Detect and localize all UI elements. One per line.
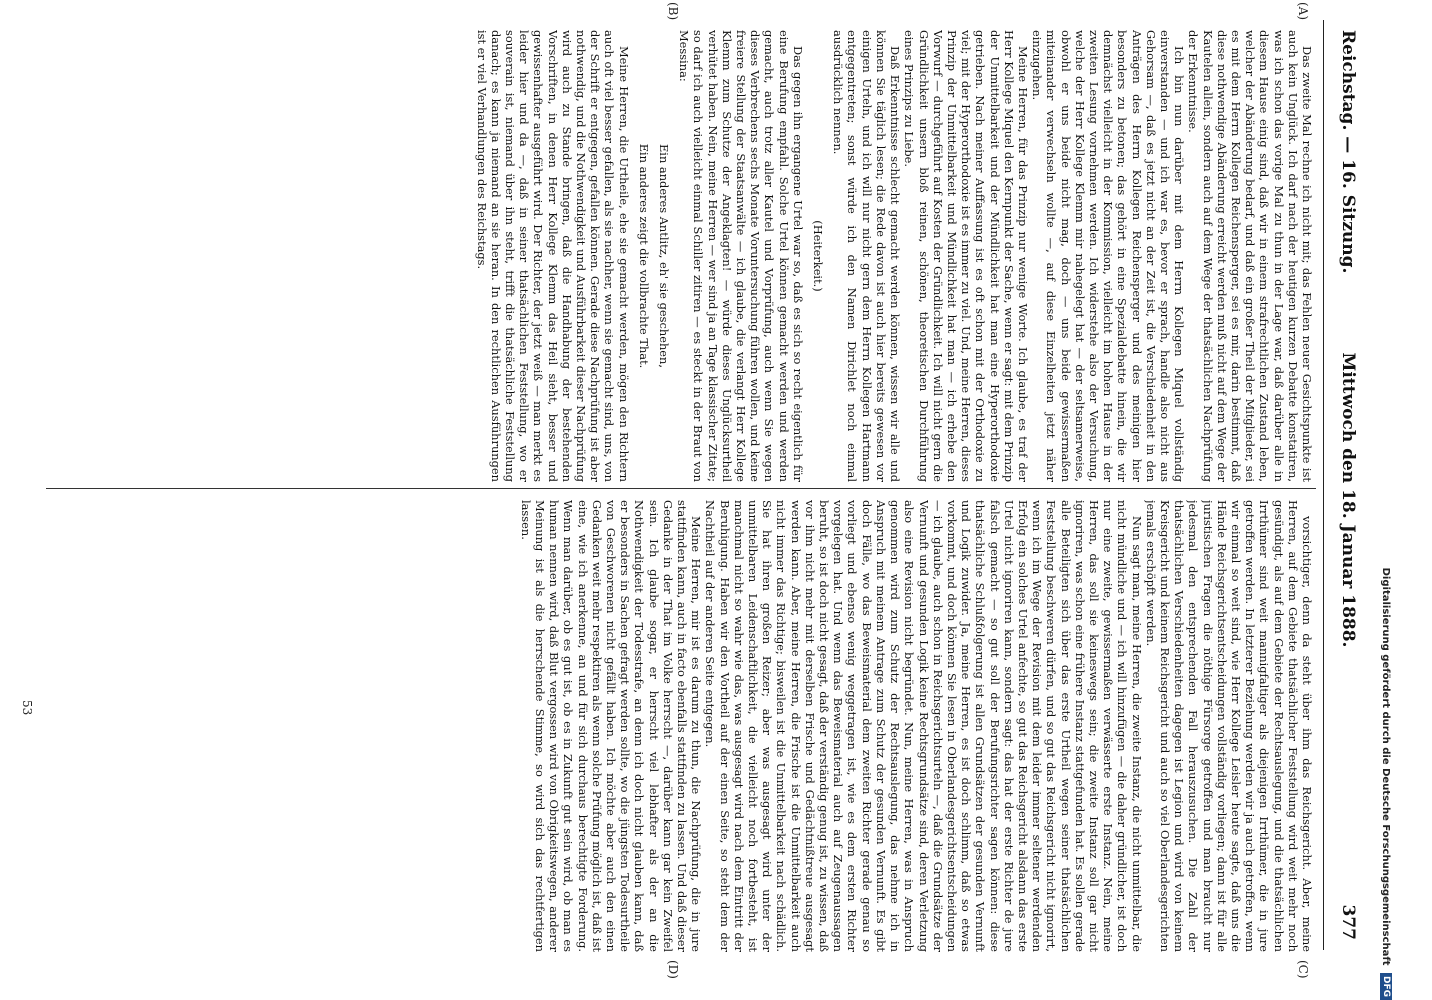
header-session: Reichstag. — 16. Sitzung. xyxy=(1338,30,1358,274)
margin-mark-c: (C) xyxy=(1296,960,1310,979)
paragraph: Meine Herren, die Urtheile, ehe sie gemacht werden, mögen den Richtern auch oft viel besser gefallen, als sie nachher, wenn sie gemacht sind, uns, von der Schrift er entgegen, gefallen können. Gerade diese Nachprüfung ist aber nothwendig, und die Nothwendigkeit und Ausführbarkeit dieser Nachprüfung wird auch zu Stande bringen, daß die Handhabung der bestehenden Vorschriften, in denen Herr Kollege Klemm das Heil sieht, besser und gewissenhafter ausgeführt wird. Der Richter, der jetzt weiß — man merkt es leider hier und da —, daß in seiner thatsächlichen Feststellung, wo er souverain ist, niemand über ihn steht, trifft die thatsächliche Feststellung danach; es kann ja niemand an sie heran. In den rechtlichen Ausführungen ist er viel Verhandlungen des Reichstags. xyxy=(474,30,631,482)
paragraph: Daß Erkenntnisse schlecht gemacht werden können, wissen wir alle und können Sie täglich lesen; die Rede davon ist auch hier bereits gewesen vor einigen Urteln, und ich will nur nicht gern dem Herrn Kollegen Hartmann entgegentreten; sonst würde ich den Namen Dirichlet noch einmal ausdrücklich nennen. xyxy=(831,30,903,482)
paragraph: vorsichtiger, denn da steht über ihm das Reichsgericht. Aber, meine Herren, auf dem Gebiete thatsächlicher Feststellung wird weit mehr noch gesündigt, als auf dem Gebiete der Rechtsauslegung, und die thatsächlichen Irrthümer sind weit mannigfaltiger als diejenigen Irrthümer, die in jure getroffen werden. In letzterer Beziehung werden wir ja auch getroffen, wenn wir einmal so weit sind, wie Herr Kollege Leisler heute sagte, daß uns die Hände Reichsgerichtsentscheidungen vollständig vorliegen; dann ist für alle juristischen Fragen die nöthige Fürsorge getroffen und man braucht nur jedesmal den entsprechenden Fall herauszusuchen. Die Zahl der thatsächlichen Verschiedenheiten dagegen ist Legion und wird von keinem Kreisgericht und keinem Reichsgericht und auch so viel Oberlandesgerichten jemals erschöpft werden. xyxy=(1143,500,1314,952)
left-column xyxy=(44,30,1314,482)
right-column xyxy=(44,500,1314,952)
paragraph: Meine Herren, mir ist es darum zu thun, die Nachprüfung, die in jure stattfinden kann, auch in facto ebenfalls stattfinden zu lassen. Und daß dieser Gedanke in der That im Volke herrscht —, darüber kann gar kein Zweifel sein. Ich glaube sogar, er herrscht viel lebhafter als der an die Nothwendigkeit der Todesstrafe, an denn ich doch nicht glauben kann, daß er besonders in Sachen gefragt werden sollte, wo die jüngsten Todesurtheile von Geschworenen nicht gefällt haben. Ich möchte aber auch den einen Gedanken weit mehr respektiren als wenn solche Prüfung möglich ist, daß ist eine, wie ich anerkenne, an und für sich durchaus berechtigte Forderung. Wenn man darüber, ob es gut ist, ob es in Zukunft gut sein wird, ob man es human nennen wird, daß Blut vergossen wird von Obrigkeitswegen, anderer Meinung ist als die herrschende Stimme, so wird sich das rechtfertigen lassen. xyxy=(518,500,704,952)
header-date: Mittwoch den 18. Januar 1888. xyxy=(1338,352,1358,648)
margin-mark-a: (A) xyxy=(1296,2,1310,21)
margin-mark-b: (B) xyxy=(666,2,680,21)
digitization-note-text: Digitalisierung gefördert durch die Deutsche Forschungsgemeinschaft xyxy=(1380,567,1391,966)
verse-line: Ein anderes zeigt die vollbrachte That. xyxy=(636,143,651,369)
dfg-logo: DFG xyxy=(1380,973,1392,1000)
paragraph: Meine Herren, für das Prinzip nur wenige Worte. Ich glaube, es traf der Herr Kollege Miquel den Kernpunkt der Sache, wenn er sagt: mit dem Prinzip der Unmittelbarkeit und der Mündlichkeit hat man eine Hyperorthodoxie getrieben. Nach meiner Auffassung ist es oft schon mit der Orthodoxie zu viel; mit der Hyperorthodoxie ist es immer zu viel. Und, meine Herren, dieses Prinzip der Unmittelbarkeit und Mündlichkeit hat man — ich erhebe den Vorwurf — durchgeführt auf Kosten der Gründlichkeit. Ich will nicht gern die Gründlichkeit unsern bloß reinen, schönen, theoretischen Durchführung eines Prinzips zu Liebe. xyxy=(902,30,1030,482)
paragraph: Das zweite Mal rechne ich nicht mit; das Fehlen neuer Gesichtspunkte ist auch kein Unglück. Ich darf nach der heutigen kurzen Debatte konstatiren, was ich schon das vorige Mal zu thun in der Lage war, daß darüber alle in diesem Hause einig sind, daß wir in einem strafrechtlichen Zustand leben, welcher der Abänderung bedarf, und daß ein großer Theil der Mitglieder, sei es mit dem Herrn Kollegen Reichensperger, sei es mir, darin bestimmt, daß diese nothwendige Abänderung erreicht werden muß nicht auf dem Wege der Kautelen allein, sondern auch auf dem Wege der thatsächlichen Nachprüfung der Erkenntnisse. xyxy=(1186,30,1314,482)
margin-mark-d: (D) xyxy=(666,960,680,979)
header-rule xyxy=(1323,20,1324,950)
paragraph: Nun sagt man, meine Herren, die zweite Instanz, die nicht unmittelbar, die nicht mündliche und — ich will hinzufügen — die daher gründlicher, ist doch nur eine zweite, gewissermaßen verwässerte erste Instanz. Nein, meine Herren, das soll sie keineswegs sein; die zweite Instanz soll gar nicht ignoriren, was schon eine frühere Instanz stattgefunden hat. Es sollen gerade alle Beteiligten sich über das erste Urtheil wegen seiner thatsächlichen Feststellung beschweren dürfen, und so gut das Reichsgericht nicht ignorirt, wenn ich im Wege der Revision mit dem leider immer seltener werdenden Erfolg ein solches Urtel anfechte, so gut das Reichsgericht alsdann das erste Urtel nicht ignoriren kann, sondern sagt: das hat der erste Richter de jure falsch gemacht — so gut soll der Berufungsrichter sagen können: diese thatsächliche Schlußfolgerung ist allen Grundsätzen der gesunden Vernunft und Logik zuwider. Ja, meine Herren, es ist doch schlimm, daß so etwas vorkommt, und doch können Sie lesen in Oberlandesgerichtsentscheidungen — ich glaube, auch schon in Reichsgerichtsurteln —, daß die Grundsätze der Vernunft und gesunden Logik keine Rechtsgrundsätze sind, deren Verletzung also eine Revision nicht begründet. Nun, meine Herren, was in Anspruch genommen wird zum Schutz der Rechtsauslegung, das nehme ich in Anspruch mit meinem Antrage zum Schutz der gesunden Vernunft. Es gibt doch Fälle, wo das Beweismaterial dem zweiten Richter gerade genau so vorliegt und ebenso wenig weggetragen ist, wie es dem ersten Richter vorgelegen hat. Und wenn das Beweismaterial auch auf Zeugenaussagen beruht, so ist doch nicht gesagt, daß der verständig genug ist, zu wissen, daß vor ihm nicht mehr mit derselben Frische und Gedächtnißtreue ausgesagt werden kann. Aber, meine Herren, die Frische ist die Unmittelbarkeit auch nicht immer das Richtige; bisweilen ist die Unmittelbarkeit nach schädlich. Sie hat ihren großen Reizer; aber was ausgesagt wird unter der unmittelbaren Leidenschaftlichkeit, die vielleicht noch fortbesteht, ist manchmal nicht so wahr wie das, was ausgesagt wird nach dem Eintritt der Beruhigung. Haben wir den Vortheil auf der einen Seite, so steht dem der Nachtheil auf der anderen Seite entgegen. xyxy=(703,500,1144,952)
sheet-signature: 53 xyxy=(20,700,34,716)
paragraph: Das gegen ihn ergangene Urtel war so, daß es sich so recht eigentlich für eine Berufung empfahl. Solche Urtel können gemacht werden und werden gemacht, auch trotz aller Kautel und Vorprüfung, auch wenn Sie wegen dieses Verbrechens sechs Monate Voruntersuchung führen wollen, und keine freiere Stellung der Staatsanwälte — ich glaube, die verlangt Herr Kollege Klemm zum Schutze der Angeklagten! — würde dieses Unglücksurtheil verhütet haben. Nein, meine Herren — wer sind ja an Tage klassischer Zitate; so darf ich auch vielleicht einmal Schiller zitiren — es steckt in der Braut von Messina: xyxy=(677,30,805,482)
page-header xyxy=(1326,20,1372,980)
verse-line: Ein anderes Antlitz, eh' sie geschehen, xyxy=(657,143,672,369)
digitization-note xyxy=(1370,0,1400,1000)
header-page-number: 377 xyxy=(1338,904,1358,940)
paragraph: Ich bin nun darüber mit dem Herrn Kollegen Miquel vollständig einverstanden — und ich war es, bevor er sprach, handle also nicht aus Gehorsam —, daß es jetzt nicht an der Zeit ist, die Verschiedenheit in den Anträgen des Herrn Kollegen Reichensperger und des meinigen hier besonders zu betonen; das gehört in eine Spezialdebatte hinein, die wir demnächst vielleicht in der Kommission, vielleicht im hohen Hause in der zweiten Lesung vornehmen werden. Ich widerstehe also der Versuchung, welche der Herr Kollege Klemm mir nahegelegt hat — der seltsamerweise, obwohl er uns beide nicht mag, doch — uns beide gewissermaßen miteinander verwechseln wollte —, auf diese Einzelheiten jetzt näher einzugehen. xyxy=(1030,30,1187,482)
column-divider xyxy=(46,488,1316,489)
stage-direction: (Heiterkeit.) xyxy=(811,220,826,292)
